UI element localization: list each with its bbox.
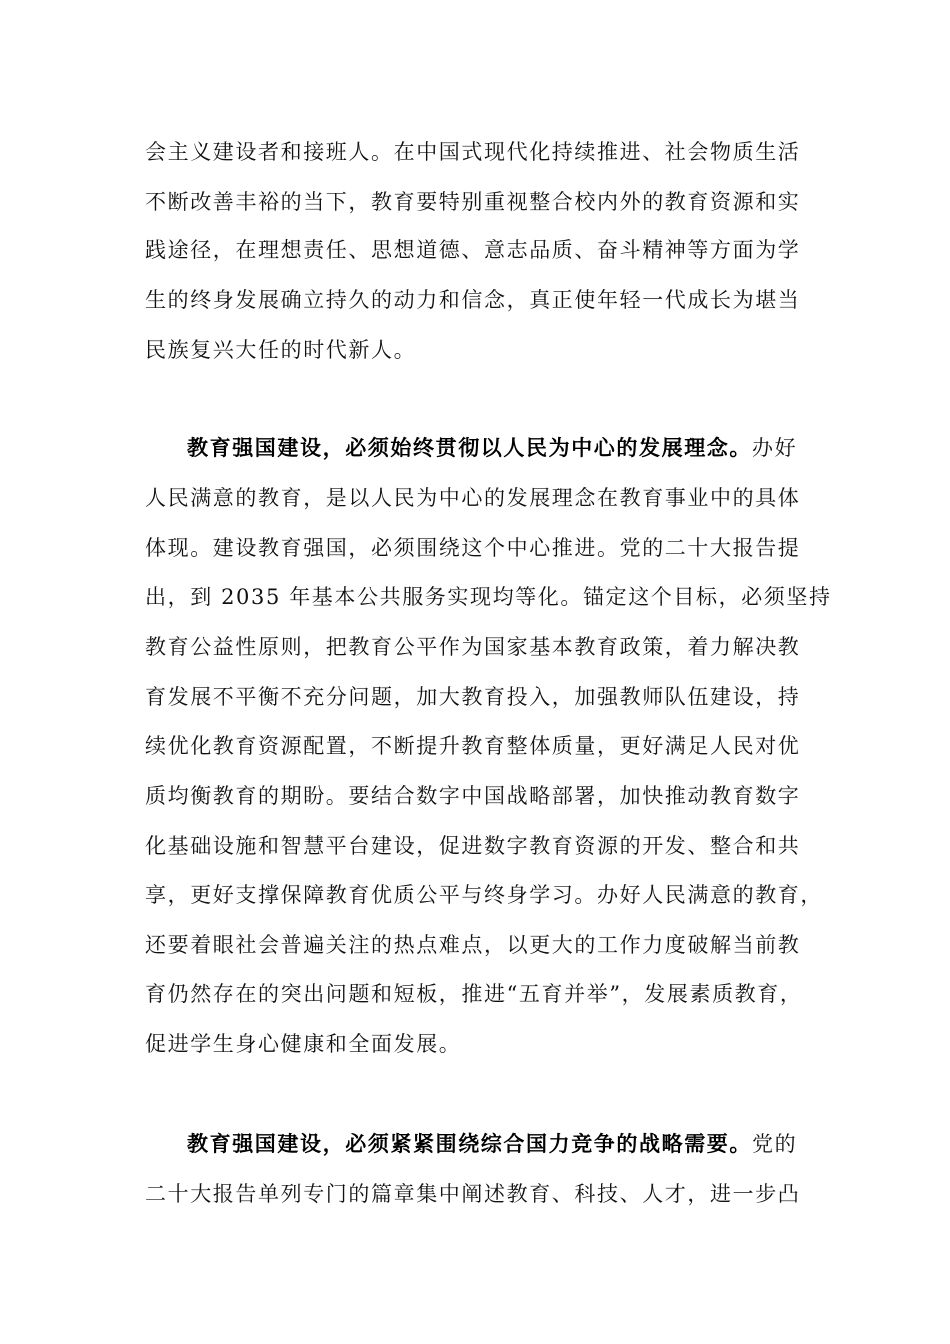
paragraph-2-line-12: 促进学生身心健康和全面发展。 — [145, 1032, 462, 1056]
paragraph-3-line-1: 二十大报告单列专门的篇章集中阐述教育、科技、人才，进一步凸 — [145, 1182, 801, 1206]
paragraph-2-line-11: 育仍然存在的突出问题和短板，推进“五育并举”，发展素质教育， — [145, 982, 803, 1006]
paragraph-3-first-line-rest: 党的 — [752, 1132, 798, 1156]
paragraph-3-first-line — [187, 1130, 827, 1158]
paragraph-2-line-8: 化基础设施和智慧平台建设，促进数字教育资源的开发、整合和共 — [145, 834, 801, 858]
paragraph-2-line-10: 还要着眼社会普遍关注的热点难点，以更大的工作力度破解当前教 — [145, 933, 801, 957]
paragraph-2-line-7: 质均衡教育的期盼。要结合数字中国战略部署，加快推动教育数字 — [145, 784, 801, 808]
paragraph-2-line-9: 享，更好支撑保障教育优质公平与终身学习。办好人民满意的教育， — [145, 883, 823, 907]
paragraph-2-first-line-rest: 办好 — [752, 436, 798, 460]
paragraph-2-line-4: 教育公益性原则，把教育公平作为国家基本教育政策，着力解决教 — [145, 635, 801, 659]
paragraph-1-line-4: 生的终身发展确立持久的动力和信念，真正使年轻一代成长为堪当 — [145, 288, 801, 312]
paragraph-2-first-line — [187, 434, 827, 462]
paragraph-2-line-2: 体现。建设教育强国，必须围绕这个中心推进。党的二十大报告提 — [145, 536, 801, 560]
paragraph-1-line-3: 践途径，在理想责任、思想道德、意志品质、奋斗精神等方面为学 — [145, 238, 801, 262]
paragraph-2-line-1: 人民满意的教育，是以人民为中心的发展理念在教育事业中的具体 — [145, 486, 801, 510]
paragraph-2-line-3: 出，到 2035 年基本公共服务实现均等化。锚定这个目标，必须坚持 — [145, 585, 832, 609]
paragraph-2-line-5: 育发展不平衡不充分问题，加大教育投入，加强教师队伍建设，持 — [145, 685, 801, 709]
paragraph-3-heading: 教育强国建设，必须紧紧围绕综合国力竞争的战略需要。 — [187, 1131, 752, 1156]
paragraph-2-heading: 教育强国建设，必须始终贯彻以人民为中心的发展理念。 — [187, 435, 752, 460]
paragraph-2-line-6: 续优化教育资源配置，不断提升教育整体质量，更好满足人民对优 — [145, 734, 801, 758]
paragraph-1-line-2: 不断改善丰裕的当下，教育要特别重视整合校内外的教育资源和实 — [145, 190, 801, 214]
paragraph-1-line-1: 会主义建设者和接班人。在中国式现代化持续推进、社会物质生活 — [145, 140, 801, 164]
paragraph-1-line-5: 民族复兴大任的时代新人。 — [145, 338, 417, 362]
